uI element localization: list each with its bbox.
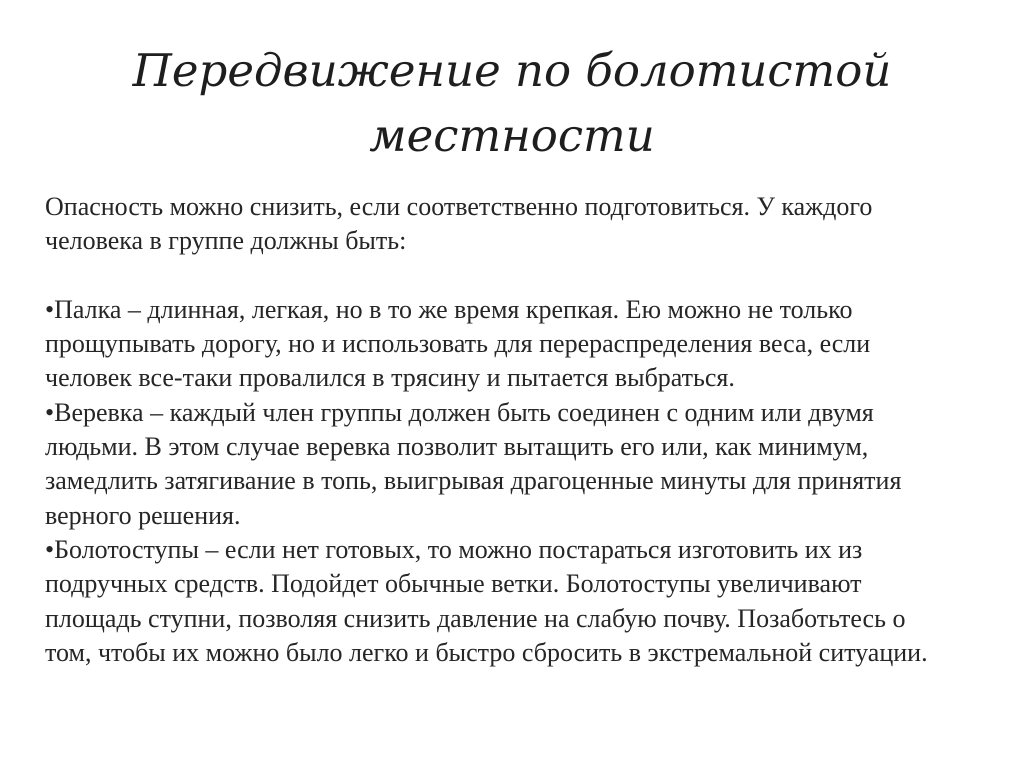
title-line: местности [369, 109, 655, 162]
intro-line: человека в группе должны быть: [45, 226, 407, 256]
bullet-line: верного решения. [45, 500, 241, 530]
bullet-line: прощупывать дорогу, но и использовать для перераспределения веса, если [45, 329, 871, 359]
bullet-line: замедлить затягивание в топь, выигрывая драгоценные минуты для принятия [45, 466, 902, 496]
intro-paragraph [45, 190, 1020, 259]
bullet-line: человек все-таки провалился в трясину и пытается выбраться. [45, 363, 735, 393]
bullet-line: •Веревка – каждый член группы должен быть соединен с одним или двумя [45, 397, 874, 427]
slide-body [45, 190, 1020, 670]
title-line: Передвижение по болотистой [132, 44, 892, 97]
bullet-line: •Палка – длинная, легкая, но в то же время крепкая. Ею можно не только [45, 294, 853, 324]
bullet-stick [45, 293, 1020, 396]
slide-title [100, 38, 924, 168]
bullet-line: площадь ступни, позволяя снизить давление на слабую почву. Позаботьтесь о [45, 603, 906, 633]
bullet-line: людьми. В этом случае веревка позволит вытащить его или, как минимум, [45, 432, 869, 462]
bullet-rope [45, 396, 1020, 533]
bullet-line: подручных средств. Подойдет обычные ветки. Болотоступы увеличивают [45, 569, 862, 599]
paragraph-gap [45, 259, 1020, 293]
bullet-swamp-shoes [45, 533, 1020, 670]
bullet-line: том, чтобы их можно было легко и быстро сбросить в экстремальной ситуации. [45, 637, 928, 667]
intro-line: Опасность можно снизить, если соответственно подготовиться. У каждого [45, 192, 873, 221]
bullet-line: •Болотоступы – если нет готовых, то можно постараться изготовить их из [45, 534, 863, 564]
